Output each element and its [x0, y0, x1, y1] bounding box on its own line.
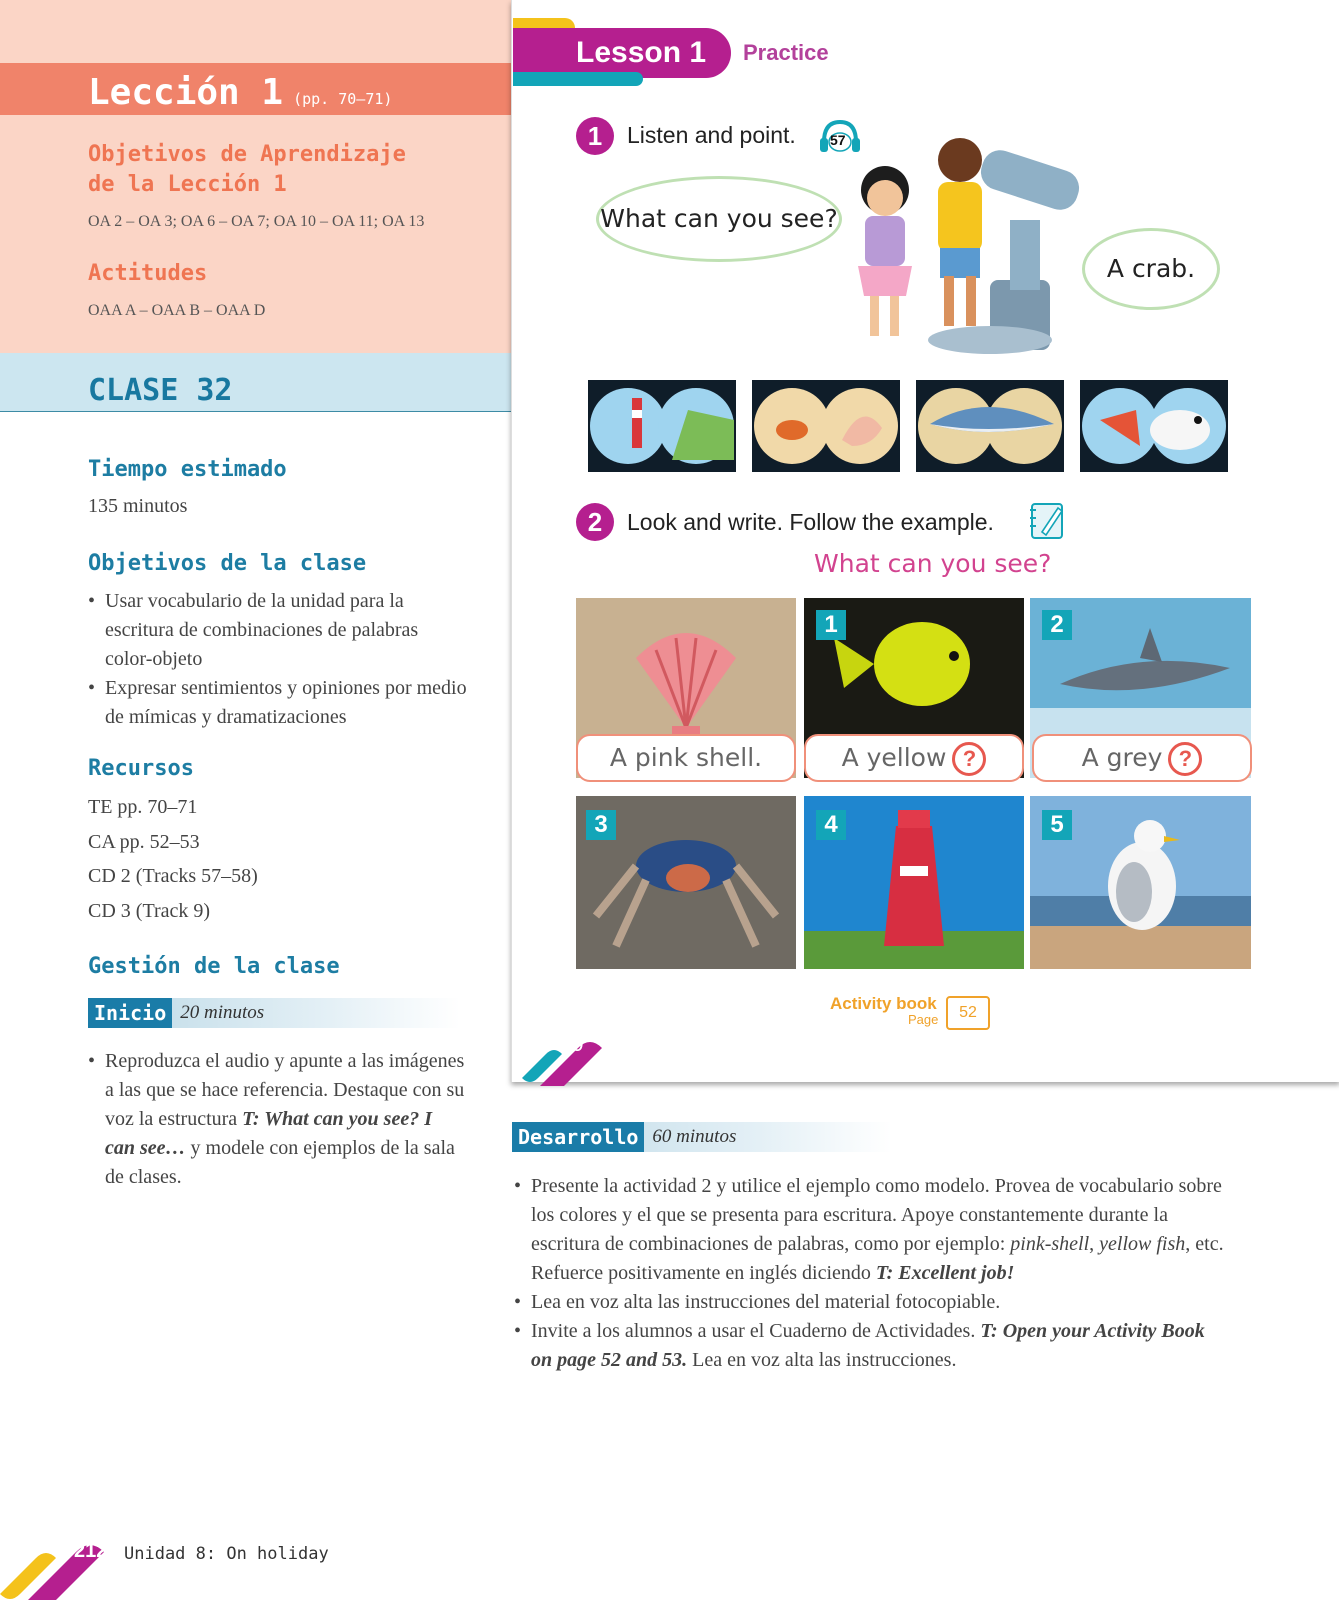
photo-number-5: 5 — [1042, 810, 1072, 840]
list-item: • Expresar sentimientos y opiniones por medio de mímicas y dramatizaciones — [105, 674, 468, 732]
track-number: 57 — [830, 132, 846, 148]
lesson-label: Lesson 1 — [576, 36, 707, 69]
pencil-write-icon — [1028, 500, 1068, 542]
inicio-text-part1: Reproduzca el audio y apunte a las imágenes a las que se hace referencia. Destaque con su voz la estructura — [105, 1050, 465, 1130]
desarrollo-minutes: 60 minutos — [652, 1126, 737, 1147]
desarrollo-b1-part1: Presente la actividad 2 y utilice el ejemplo como modelo. Provea de vocabulario sobre los colores y el que se presenta para escritura. Apoye constantemente durante la escritura de combinaciones de palabras, como por ejemplo: — [531, 1175, 1222, 1255]
class-band — [0, 353, 512, 412]
resources-list — [88, 790, 258, 928]
activity1-number: 1 — [576, 117, 614, 155]
desarrollo-b1-part3: , etc. Refuerce positivamente en inglés diciendo — [531, 1233, 1224, 1284]
practice-label: Practice — [743, 40, 829, 65]
activity-book-page-number: 52 — [959, 1004, 977, 1021]
list-item — [105, 1047, 466, 1192]
desarrollo-b1-part2: , — [1089, 1233, 1100, 1255]
learning-objectives-heading — [88, 140, 406, 200]
inicio-bar — [88, 998, 460, 1028]
binocular-view-seagull[interactable] — [1080, 380, 1228, 472]
speech-bubble-answer: A crab. — [1082, 228, 1220, 310]
book-page-number: 70 — [559, 1031, 584, 1056]
list-item: • Usar vocabulario de la unidad para la escritura de combinaciones de palabras color-objeto — [105, 587, 468, 674]
binocular-view-crab[interactable] — [752, 380, 900, 472]
photo-number-4: 4 — [816, 810, 846, 840]
activity2-instruction: Look and write. Follow the example. — [627, 509, 994, 535]
activity-book-icon[interactable] — [946, 996, 990, 1030]
list-item: CA pp. 52–53 — [88, 830, 200, 853]
lesson-title — [88, 72, 392, 113]
question-mark-icon: ? — [1168, 742, 1202, 776]
list-item: • Lea en voz alta las instrucciones del material fotocopiable. — [531, 1288, 1224, 1317]
resources-heading: Recursos — [88, 756, 194, 781]
attitudes-heading: Actitudes — [88, 261, 208, 286]
activity2-number: 2 — [576, 503, 614, 541]
inicio-text — [88, 1047, 466, 1192]
attitudes-codes: OAA A – OAA B – OAA D — [88, 302, 266, 319]
inicio-minutes: 20 minutos — [180, 1002, 265, 1023]
desarrollo-text — [514, 1172, 1224, 1375]
photo-number-3: 3 — [586, 810, 616, 840]
time-heading: Tiempo estimado — [88, 457, 287, 482]
question-mark-icon: ? — [952, 742, 986, 776]
inicio-text-part2: y modele con ejemplos de la sala de clases. — [105, 1137, 455, 1188]
speech-bubble-question: What can you see? — [596, 176, 842, 262]
class-objectives-list — [88, 587, 468, 732]
answer-box-1-text: A yellow — [841, 743, 947, 772]
binocular-view-lighthouse[interactable] — [588, 380, 736, 472]
photo-number-1: 1 — [816, 610, 846, 640]
answer-box-2[interactable] — [1032, 734, 1252, 782]
list-item — [531, 1317, 1224, 1375]
list-item: TE pp. 70–71 — [88, 796, 198, 818]
activity-book-page-label: Page — [908, 1012, 939, 1027]
binocular-view-shark[interactable] — [916, 380, 1064, 472]
answer-box-1[interactable] — [804, 734, 1024, 782]
photo-number-2: 2 — [1042, 610, 1072, 640]
list-item: CD 3 (Track 9) — [88, 899, 211, 922]
list-item: CD 2 (Tracks 57–58) — [88, 865, 258, 887]
activity-book-label: Activity book — [830, 994, 937, 1013]
inicio-text-bold: T: What can you see? I can see… — [105, 1108, 432, 1159]
learning-objectives-codes: OA 2 – OA 3; OA 6 – OA 7; OA 10 – OA 11; OA 13 — [88, 213, 425, 230]
learning-objectives-heading-line1: Objetivos de Aprendizaje — [88, 142, 406, 167]
class-title: CLASE 32 — [88, 373, 233, 408]
learning-objectives-heading-line2: de la Lección 1 — [88, 172, 287, 197]
class-objectives-heading: Objetivos de la clase — [88, 551, 367, 576]
children-telescope-illustration — [840, 120, 1080, 360]
desarrollo-bar — [512, 1122, 892, 1152]
lesson-pages: (pp. 70–71) — [293, 90, 393, 108]
lesson-title-text: Lección 1 — [88, 72, 284, 113]
desarrollo-b1-italic2: yellow fish — [1099, 1233, 1186, 1255]
desarrollo-b3-part1: Invite a los alumnos a usar el Cuaderno de Actividades. — [531, 1320, 981, 1342]
desarrollo-b3-part2: Lea en voz alta las instrucciones. — [687, 1349, 957, 1371]
desarrollo-b1-italic1: pink-shell — [1010, 1233, 1090, 1255]
cyan-stripe — [513, 72, 643, 86]
desarrollo-label: Desarrollo — [512, 1122, 644, 1152]
answer-box-example[interactable]: A pink shell. — [576, 734, 796, 782]
desarrollo-b1-bold: T: Excellent job! — [875, 1262, 1015, 1284]
class-management-heading: Gestión de la clase — [88, 954, 340, 979]
activity2-prompt: What can you see? — [814, 549, 1052, 578]
footer-unit-text: Unidad 8: On holiday — [124, 1544, 329, 1564]
time-value: 135 minutos — [88, 495, 188, 517]
footer-page-number: 212 — [74, 1540, 108, 1562]
answer-box-2-text: A grey — [1081, 743, 1163, 772]
inicio-label: Inicio — [88, 998, 172, 1028]
desarrollo-b3-bold: T: Open your Activity Book on page 52 and 53. — [531, 1320, 1205, 1371]
activity1-instruction: Listen and point. — [627, 122, 796, 148]
list-item — [531, 1172, 1224, 1288]
